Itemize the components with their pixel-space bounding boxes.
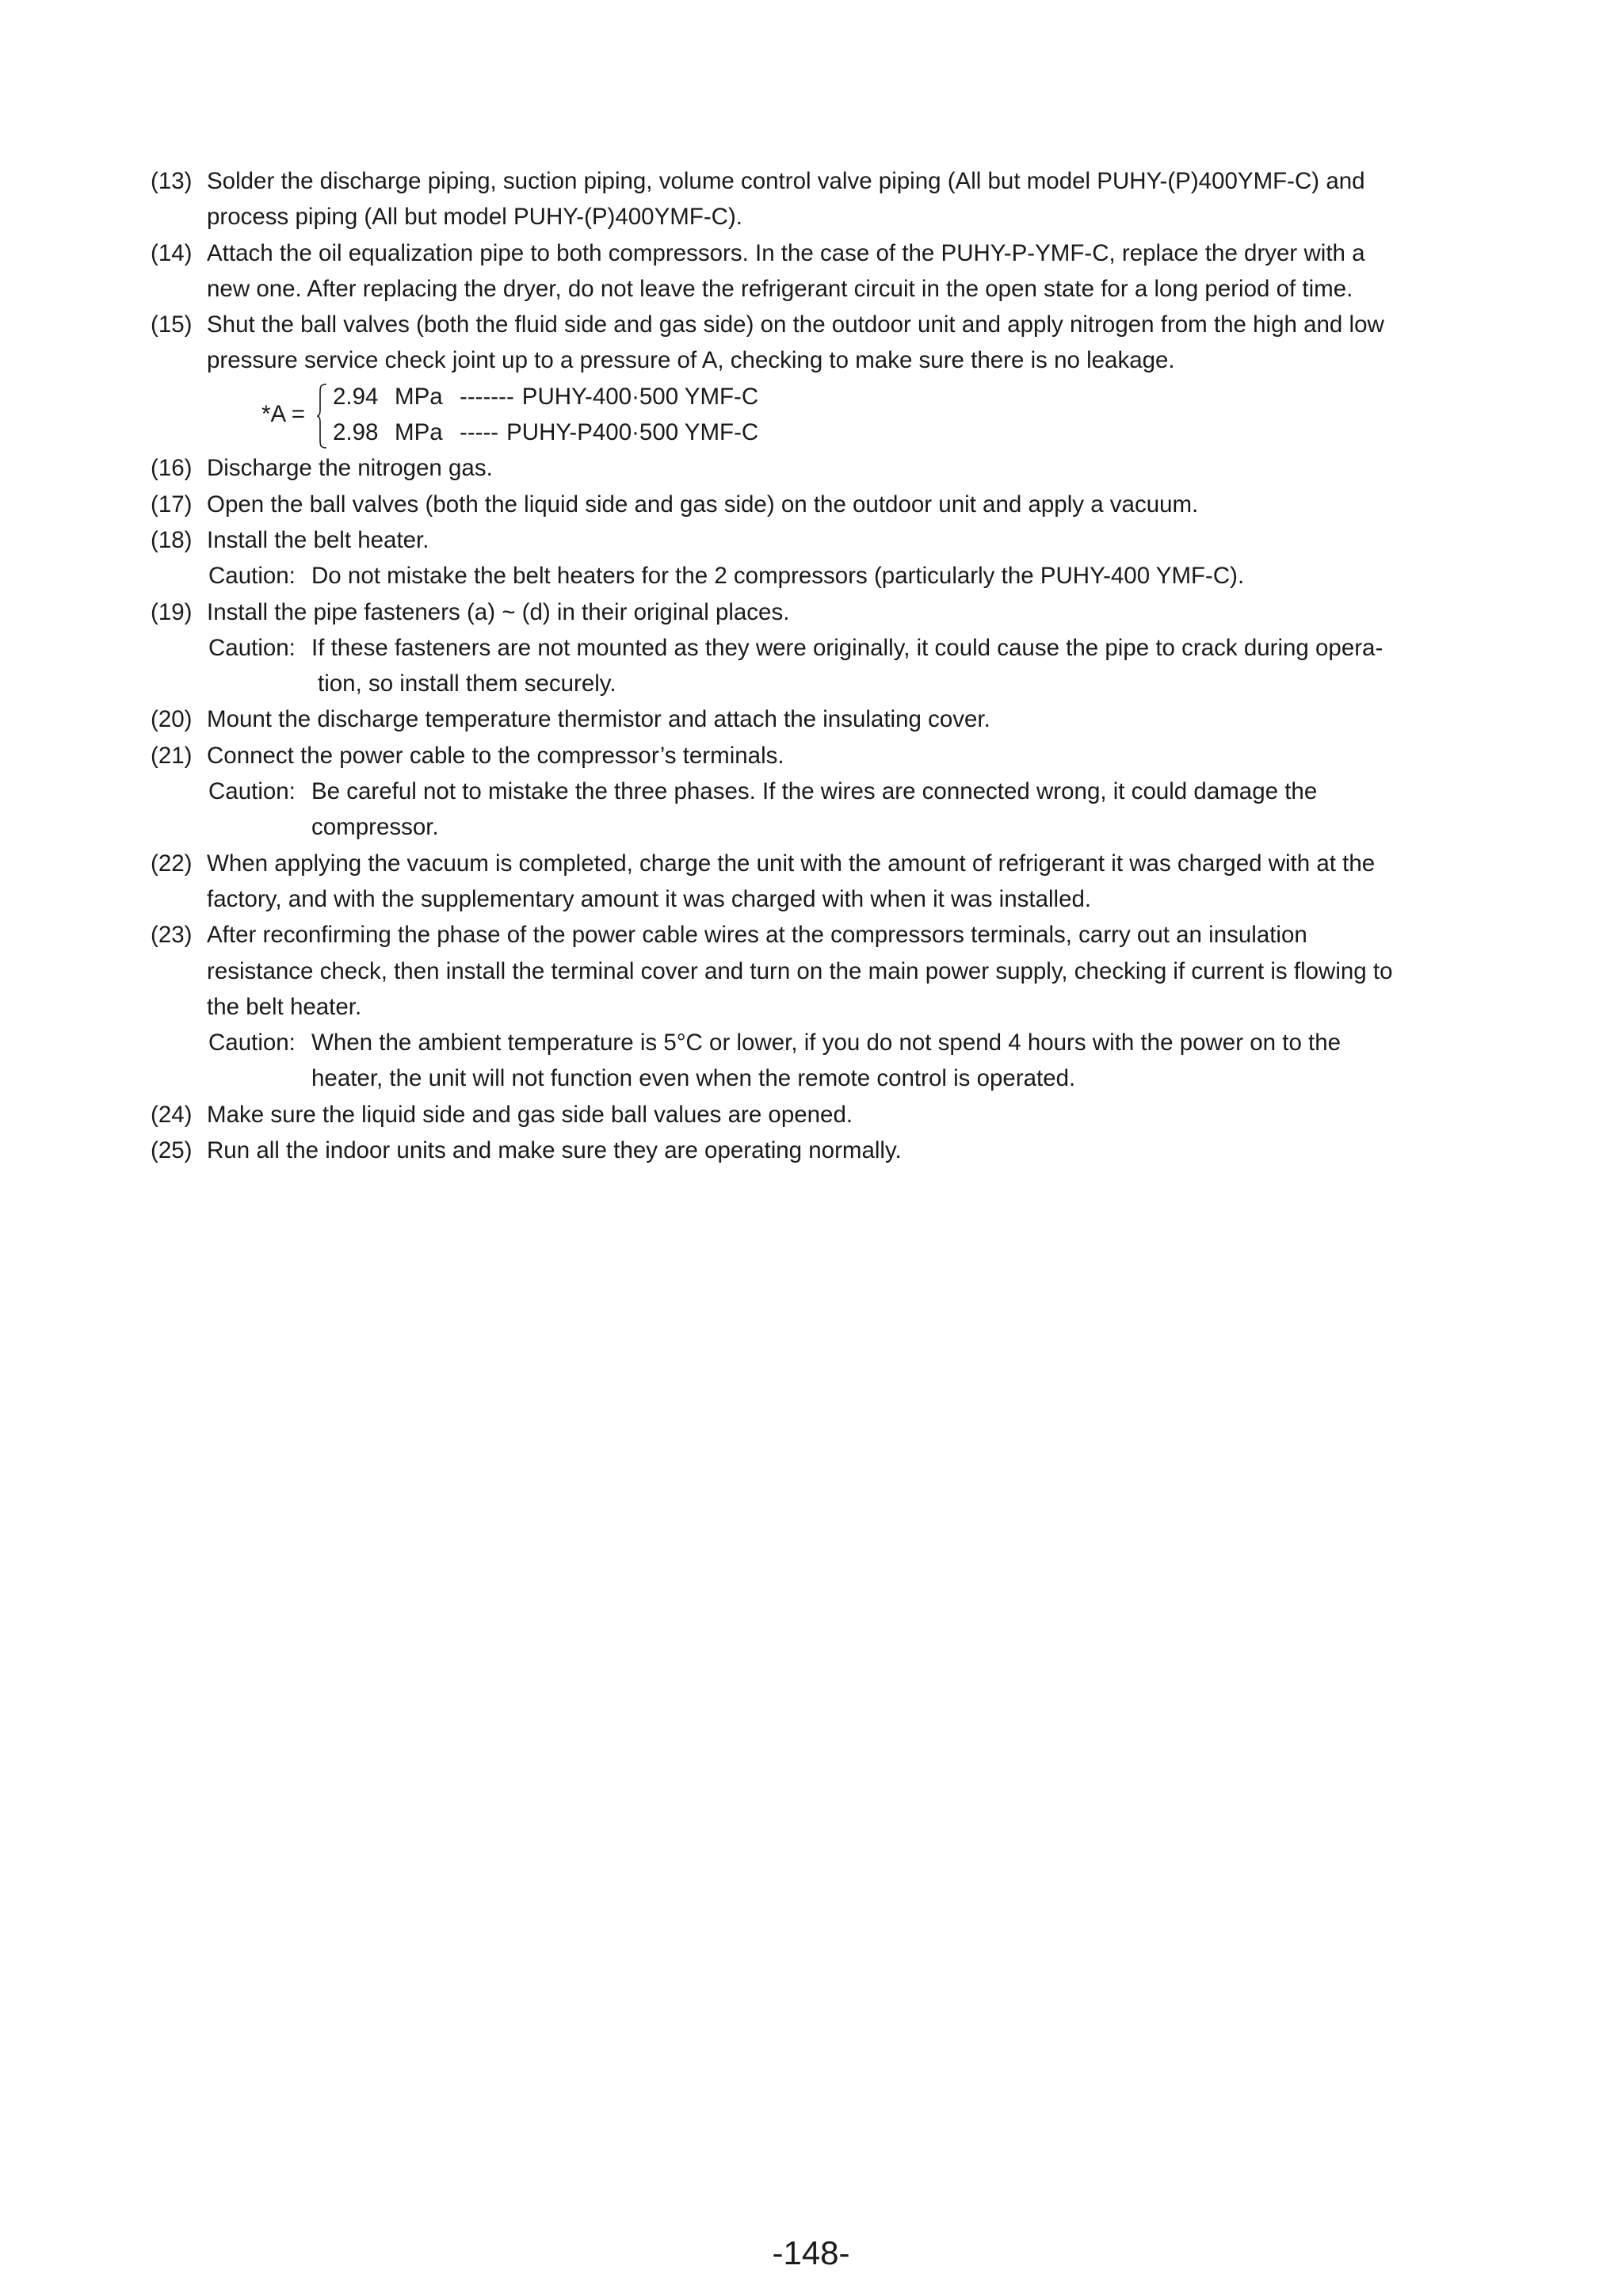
step-23: [151, 917, 1466, 1025]
caution-text-line: Be careful not to mistake the three phases. If the wires are connected wrong, it could damage the: [311, 778, 1318, 805]
step-text-line: resistance check, then install the terminal cover and turn on the main power supply, checking if current is flowing to: [207, 957, 1393, 984]
step-number: (16): [151, 455, 193, 482]
step-number: (15): [151, 311, 193, 338]
step-number: (22): [151, 850, 193, 877]
step-number: (20): [151, 706, 193, 733]
page-number: -148-: [772, 2234, 850, 2271]
pressure-unit: MPa: [395, 419, 443, 446]
caution-label: Caution:: [208, 634, 296, 661]
caution-label: Caution:: [208, 1030, 296, 1056]
step-text-line: Shut the ball valves (both the fluid side and gas side) on the outdoor unit and apply nitrogen from the high and low: [207, 311, 1384, 338]
step-text-line: Install the belt heater.: [207, 526, 429, 553]
step-text-line: Solder the discharge piping, suction piping, volume control valve piping (All but model PUHY-(P)400YMF-C) and: [207, 168, 1365, 194]
model-name: PUHY-P400·500 YMF-C: [506, 419, 759, 446]
caution-text-line: heater, the unit will not function even when the remote control is operated.: [311, 1065, 1076, 1092]
step-text-line: Run all the indoor units and make sure they are operating normally.: [207, 1137, 902, 1164]
step-text-line: Connect the power cable to the compressor’s terminals.: [207, 742, 784, 769]
caution-note-18: [151, 558, 1466, 594]
step-text-line: factory, and with the supplementary amount it was charged with when it was installed.: [207, 885, 1092, 912]
step-16: [151, 450, 1466, 486]
caution-label: Caution:: [208, 778, 296, 805]
step-13: [151, 163, 1466, 235]
step-text-line: When applying the vacuum is completed, charge the unit with the amount of refrigerant it was charged with at the: [207, 850, 1376, 877]
step-number: (25): [151, 1137, 193, 1164]
step-22: [151, 846, 1466, 918]
dash-leader: -------: [460, 383, 514, 410]
step-number: (13): [151, 168, 193, 194]
step-text-line: new one. After replacing the dryer, do not leave the refrigerant circuit in the open state for a long period of time.: [207, 275, 1353, 302]
caution-text-line: compressor.: [311, 814, 439, 841]
pressure-formula: [151, 379, 1466, 451]
step-text-line: Install the pipe fasteners (a) ~ (d) in their original places.: [207, 598, 790, 625]
step-17: [151, 487, 1466, 522]
step-text-line: Make sure the liquid side and gas side ball values are opened.: [207, 1101, 853, 1128]
formula-row: [333, 415, 758, 450]
step-14: [151, 235, 1466, 308]
caution-note-23: [151, 1025, 1466, 1097]
pressure-value: 2.94: [333, 383, 379, 410]
model-name: PUHY-400·500 YMF-C: [521, 383, 759, 410]
step-25: [151, 1133, 1466, 1168]
dash-leader: -----: [460, 419, 499, 446]
step-text-line: the belt heater.: [207, 993, 362, 1020]
step-number: (24): [151, 1101, 193, 1128]
step-number: (18): [151, 526, 193, 553]
step-text-line: process piping (All but model PUHY-(P)400YMF-C).: [207, 204, 743, 231]
formula-label: *A =: [261, 400, 305, 427]
step-text-line: Mount the discharge temperature thermistor and attach the insulating cover.: [207, 706, 990, 733]
step-text-line: Open the ball valves (both the liquid side and gas side) on the outdoor unit and apply a vacuum.: [207, 491, 1199, 518]
step-text-line: Discharge the nitrogen gas.: [207, 455, 493, 482]
pressure-unit: MPa: [395, 383, 443, 410]
caution-label: Caution:: [208, 563, 296, 590]
step-19: [151, 594, 1466, 630]
caution-text-line: If these fasteners are not mounted as they were originally, it could cause the pipe to crack during opera-: [311, 634, 1383, 661]
step-21: [151, 738, 1466, 774]
caution-text-line: When the ambient temperature is 5°C or lower, if you do not spend 4 hours with the power on to the: [311, 1030, 1341, 1056]
step-text-line: Attach the oil equalization pipe to both compressors. In the case of the PUHY-P-YMF-C, replace the dryer with a: [207, 239, 1365, 266]
step-number: (23): [151, 922, 193, 949]
caution-text-line: tion, so install them securely.: [318, 670, 616, 697]
step-text-line: pressure service check joint up to a pressure of A, checking to make sure there is no leakage.: [207, 347, 1175, 374]
caution-note-19: [151, 630, 1466, 702]
formula-row: [333, 379, 758, 415]
caution-note-21: [151, 774, 1466, 846]
step-18: [151, 522, 1466, 558]
step-15: [151, 307, 1466, 379]
step-number: (14): [151, 239, 193, 266]
step-number: (21): [151, 742, 193, 769]
step-24: [151, 1097, 1466, 1133]
caution-text-line: Do not mistake the belt heaters for the 2 compressors (particularly the PUHY-400 YMF-C).: [311, 563, 1245, 590]
step-number: (19): [151, 598, 193, 625]
step-number: (17): [151, 491, 193, 518]
step-20: [151, 701, 1466, 737]
left-brace-icon: [316, 384, 327, 449]
document-body: [151, 163, 1466, 1168]
pressure-value: 2.98: [333, 419, 379, 446]
step-text-line: After reconfirming the phase of the power cable wires at the compressors terminals, carry out an insulation: [207, 922, 1307, 949]
